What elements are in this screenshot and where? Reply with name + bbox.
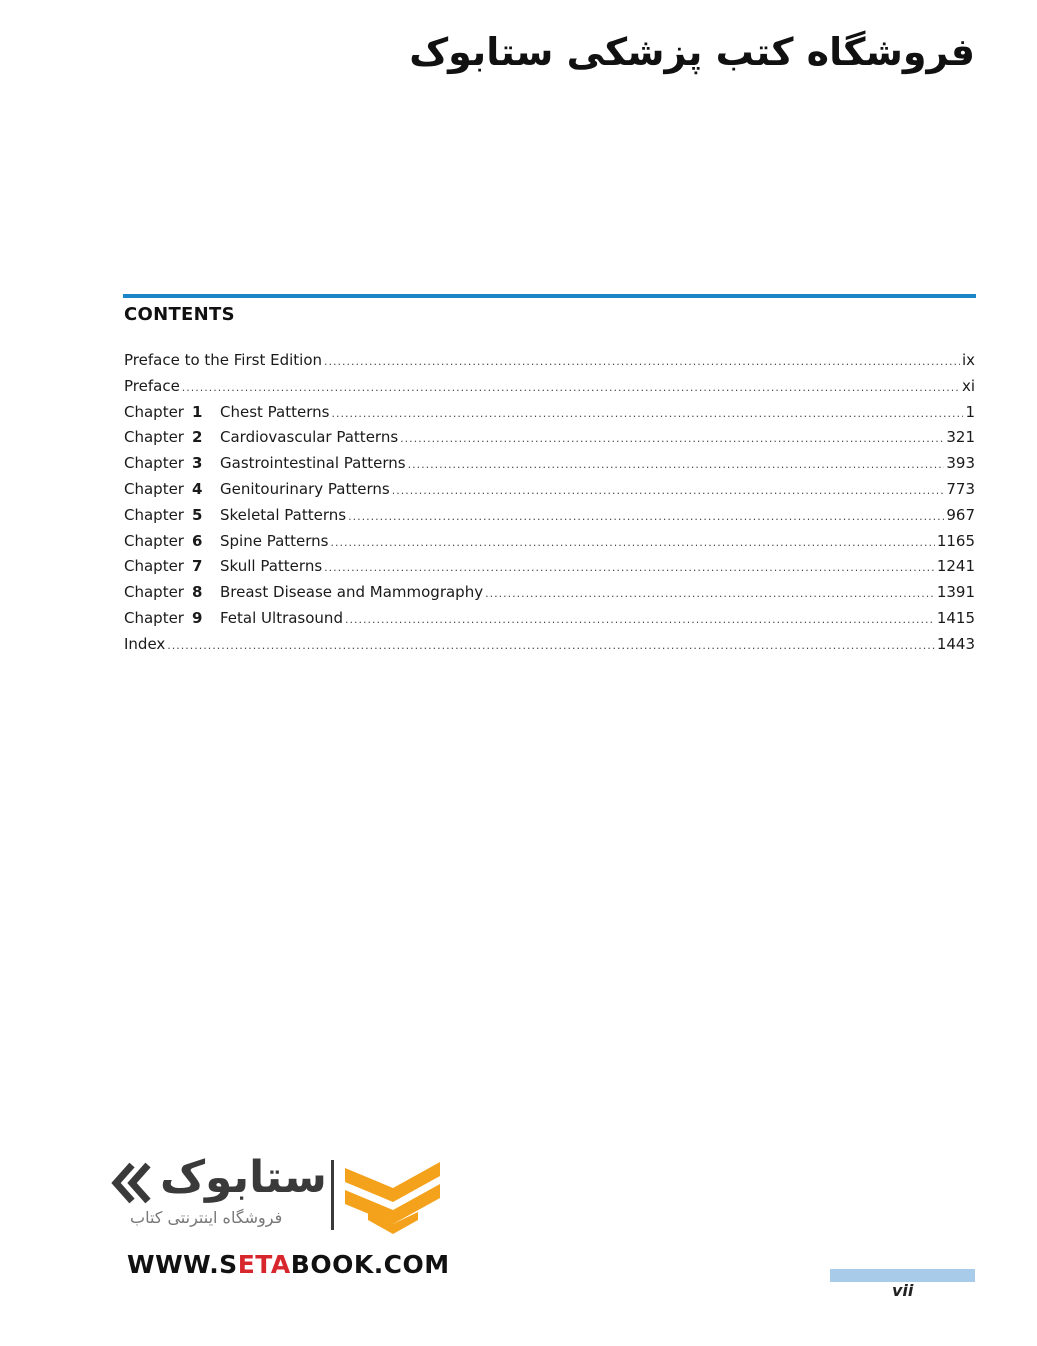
chapter-word: Chapter [124,428,184,447]
toc-entry-chapter-9[interactable] [124,606,975,632]
toc-entry-page: 1391 [936,583,975,602]
chapter-number: 9 [192,608,203,627]
toc-entry-page: 1 [965,402,975,421]
toc-entry-title: Chest Patterns [220,402,330,421]
chapter-number: 4 [192,479,203,498]
toc-entry-title: Fetal Ultrasound [220,608,343,627]
toc-entry-title: Preface to the First Edition [124,351,323,369]
toc-entry-title: Preface [124,376,180,395]
dot-leader [392,478,945,503]
url-accent: ETA [237,1250,291,1279]
toc-entry-title: Cardiovascular Patterns [220,428,399,447]
chapter-number: 1 [192,402,203,421]
chapter-word: Chapter [124,583,184,602]
dot-leader [348,504,944,529]
dot-leader [345,607,935,632]
contents-heading: CONTENTS [124,304,235,325]
toc-entry-title: Skeletal Patterns [220,505,347,524]
toc-entry-page: 393 [946,454,975,473]
chapter-number: 5 [192,505,203,524]
chapter-number: 8 [192,583,203,602]
url-part: OOK.COM [310,1250,450,1279]
dot-leader [182,375,960,400]
toc-entry-chapter-1[interactable] [124,400,975,426]
chapter-number: 6 [192,531,203,550]
toc-entry-title: Skull Patterns [220,557,323,576]
table-of-contents [124,348,975,658]
toc-entry-chapter-3[interactable] [124,451,975,477]
toc-entry-title: Gastrointestinal Patterns [220,454,406,473]
toc-entry-chapter-8[interactable] [124,580,975,606]
toc-entry-page: ix [961,351,975,369]
toc-entry-page: 1165 [936,531,975,550]
toc-entry-chapter-6[interactable] [124,529,975,555]
toc-entry-preface-first-edition[interactable] [124,348,975,374]
chapter-word: Chapter [124,531,184,550]
url-part: WWW.S [127,1250,238,1279]
dot-leader [324,349,960,374]
logo-brand-name: ستابوک [160,1152,327,1203]
dot-leader [485,581,935,606]
chapter-word: Chapter [124,454,184,473]
toc-entry-chapter-7[interactable] [124,554,975,580]
toc-entry-chapter-2[interactable] [124,425,975,451]
logo-tagline: فروشگاه اینترنتی کتاب [130,1208,283,1227]
dot-leader [408,452,945,477]
dot-leader [331,401,963,426]
toc-entry-preface[interactable] [124,374,975,400]
toc-entry-page: 967 [946,505,975,524]
chapter-word: Chapter [124,479,184,498]
store-title: فروشگاه کتب پزشکی ستابوک [409,30,975,74]
page-number: vii [892,1281,914,1300]
dot-leader [331,530,935,555]
chapter-word: Chapter [124,557,184,576]
chapter-number: 3 [192,454,203,473]
toc-entry-chapter-5[interactable] [124,503,975,529]
toc-entry-page: 773 [946,479,975,498]
dot-leader [324,555,935,580]
chapter-number: 7 [192,557,203,576]
toc-entry-chapter-4[interactable] [124,477,975,503]
contents-rule [123,294,976,298]
toc-entry-title: Spine Patterns [220,531,329,550]
dot-leader [167,633,935,658]
website-url[interactable] [127,1250,450,1279]
toc-entry-page: xi [961,376,975,395]
chapter-word: Chapter [124,402,184,421]
toc-entry-page: 1241 [936,557,975,576]
dot-leader [400,426,944,451]
toc-entry-page: 1415 [936,608,975,627]
chapter-word: Chapter [124,505,184,524]
toc-entry-title: Breast Disease and Mammography [220,583,484,602]
toc-entry-title: Index [124,634,166,653]
toc-entry-index[interactable] [124,632,975,658]
toc-entry-title: Genitourinary Patterns [220,479,390,498]
toc-entry-page: 1443 [936,634,975,653]
toc-entry-page: 321 [946,428,975,447]
chapter-word: Chapter [124,608,184,627]
chapter-number: 2 [192,428,203,447]
url-part: B [290,1250,311,1279]
